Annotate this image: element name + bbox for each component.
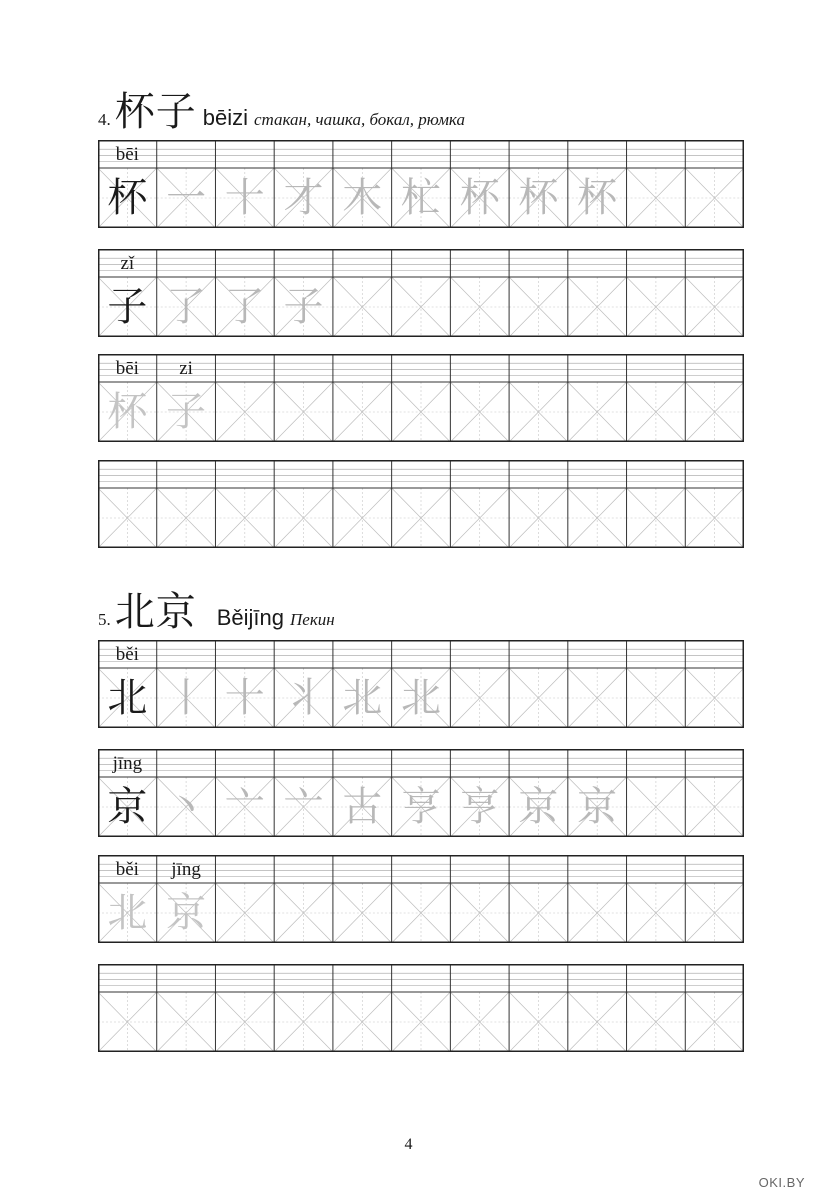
cell-character: 子 [166,389,207,435]
cell-character: 了 [224,284,265,330]
grid-cell [450,749,509,837]
grid-cell [157,354,216,442]
cell-character: 北 [400,675,441,721]
cell-character: 杯 [518,175,559,221]
grid-cell [98,855,157,943]
grid-cell [157,749,216,837]
cell-character: 京 [518,784,559,830]
cell-character: 丶 [166,784,207,830]
cell-pinyin: bēi [115,358,139,379]
section-heading [98,580,335,637]
grid-cell [98,749,157,837]
cell-character: 杯 [107,389,148,435]
grid-cell [274,249,333,337]
practice-row [98,140,744,228]
section-characters: 杯子 [114,89,197,135]
section-number: 4. [98,110,111,129]
page-number: 4 [404,1136,413,1153]
grid-cell [568,140,627,228]
cell-pinyin: běi [115,859,139,880]
grid-cell [98,354,157,442]
cell-character: 亠 [283,784,324,830]
grid-cell [509,140,568,228]
cell-character: 京 [107,784,148,830]
grid-cell [333,749,392,837]
cell-pinyin: zi [179,358,193,379]
cell-pinyin: jīng [112,753,143,774]
practice-row [98,855,744,943]
cell-character: 亨 [459,784,500,830]
cell-character: 才 [283,175,324,221]
practice-row [98,749,744,837]
cell-character: 子 [107,284,148,330]
cell-character: 杯 [577,175,618,221]
cell-pinyin: jīng [171,859,201,880]
cell-pinyin: zǐ [120,253,135,274]
cell-character: 京 [577,784,618,830]
watermark: OKI.BY [758,1175,805,1190]
grid-cell [392,749,451,837]
cell-character: 丨 [166,675,207,721]
cell-character: 子 [283,284,324,330]
cell-character: 了 [166,284,207,330]
grid-cell [157,640,216,728]
cell-character: 杯 [107,175,148,221]
section-heading [98,80,465,137]
practice-row [98,249,744,337]
cell-character: 亨 [400,784,441,830]
cell-character: 杧 [400,175,441,221]
cell-character: 十 [224,675,265,721]
grid-cell [568,749,627,837]
grid-cell [98,640,157,728]
section-pinyin: Běijīng [216,605,285,630]
cell-pinyin: bēi [115,144,139,165]
cell-pinyin: běi [115,644,139,665]
cell-character: 杯 [459,175,500,221]
cell-character: 北 [107,890,148,936]
section-translation: Пекин [290,610,335,629]
grid-cell [98,249,157,337]
grid-cell [509,749,568,837]
cell-character: 亠 [224,784,265,830]
section-translation: стакан, чашка, бокал, рюмка [254,110,465,129]
section-pinyin: bēizi [202,105,248,130]
grid-cell [215,140,274,228]
grid-cell [392,640,451,728]
grid-cell [274,140,333,228]
practice-grid [98,964,744,1052]
cell-character: 北 [107,675,148,721]
grid-cell [98,140,157,228]
grid-cell [215,249,274,337]
grid-cell [392,140,451,228]
section-number: 5. [98,610,111,629]
grid-cell [215,640,274,728]
grid-cell [157,855,216,943]
grid-cell [215,749,274,837]
practice-grid [98,460,744,548]
grid-cell [450,140,509,228]
grid-cell [274,749,333,837]
cell-character: 北 [342,675,383,721]
practice-row [98,460,744,548]
grid-cell [333,140,392,228]
grid-cell [333,640,392,728]
cell-character: 古 [342,784,383,830]
grid-cell [274,640,333,728]
cell-character: 京 [166,890,207,936]
practice-row [98,964,744,1052]
cell-character: 木 [342,175,383,221]
grid-cell [157,140,216,228]
cell-character: 一 [166,175,207,221]
grid-cell [157,249,216,337]
cell-character: 丬 [283,675,324,721]
practice-row [98,354,744,442]
cell-character: 十 [224,175,265,221]
practice-row [98,640,744,728]
section-characters: 北京 [114,589,197,635]
